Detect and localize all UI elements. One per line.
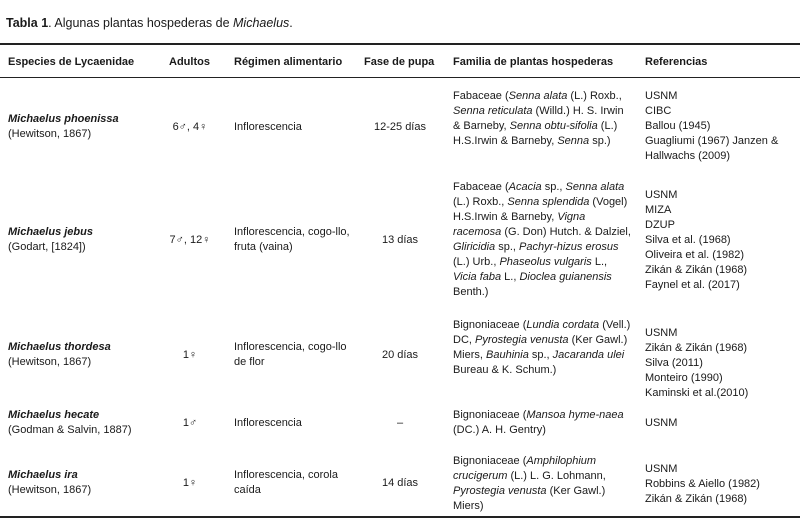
host-plants-cell [453,454,631,514]
reference-item: USNM [645,189,678,201]
header-pupa: Fase de pupa [364,56,435,68]
host-plants-cell [453,408,631,438]
species-name: Michaelus jebus [8,226,93,238]
species-author: (Hewitson, 1867) [8,128,92,140]
plant-text: (L.) Urb., [453,256,500,268]
species-author: (Godart, [1824]) [8,241,86,253]
plant-text: (Ker Gawl.) Miers) [453,485,606,512]
plant-text: Fabaceae ( [453,90,509,102]
plant-text: (L.) Roxb., [567,90,622,102]
plant-taxon: Gliricidia [453,241,496,253]
reference-item: Robbins & Aiello (1982) [645,478,760,490]
plant-text: L., [591,256,608,268]
header-host-family: Familia de plantas hospederas [453,56,614,68]
species-cell [8,225,158,255]
adults-cell: 6♂, 4♀ [172,121,208,133]
reference-item: Silva et al. (1968) [645,234,731,246]
plant-taxon: Senna alata [508,90,568,102]
pupa-cell: 13 días [381,234,419,246]
plant-text: (DC.) A. H. Gentry) [453,424,546,436]
adults-cell: 7♂, 12♀ [169,234,211,246]
pupa-cell: – [396,417,404,429]
plant-text: (L.) H.S.Irwin & Barneby, [453,120,618,147]
reference-item: USNM [645,417,678,429]
plant-taxon: Pyrostegia venusta [475,334,569,346]
adults-cell: 1♀ [182,477,198,489]
caption-end: . [289,16,293,30]
species-cell [8,112,158,142]
reference-item: Zikán & Zikán (1968) [645,264,748,276]
plant-text: L., [501,271,520,283]
plant-text: (G. Don) Hutch. & Dalziel, [501,226,631,238]
table-caption [6,16,293,30]
reference-item: Ballou (1945) [645,120,711,132]
plant-taxon: Senna alata [565,181,625,193]
reference-item: USNM [645,463,678,475]
plant-taxon: Senna obtu-sifolia [509,120,598,132]
reference-item: Guagliumi (1967) Janzen & Hallwachs (2009) [645,135,779,162]
plant-text: (Willd.) H. S. Irwin & Barneby, [453,105,624,132]
references-cell [645,462,795,507]
header-diet: Régimen alimentario [234,56,343,68]
host-plants-cell [453,89,631,149]
reference-item: Oliveira et al. (1982) [645,249,745,261]
plant-taxon: Acacia [508,181,542,193]
reference-item: Kaminski et al.(2010) [645,387,749,399]
plant-text: Bignoniaceae ( [453,319,527,331]
plant-taxon: Pachyr-hizus erosus [519,241,619,253]
plant-text: (Ker Gawl.) Miers, [453,334,628,361]
pupa-cell: 14 días [381,477,419,489]
plant-taxon: Vicia faba [453,271,502,283]
diet-cell: Inflorescencia, corola caída [234,469,338,496]
plant-text: Fabaceae ( [453,181,509,193]
plant-taxon: Senna [557,135,590,147]
plant-taxon: Phaseolus vulgaris [499,256,592,268]
caption-genus: Michaelus [233,16,290,30]
references-cell [645,188,795,293]
plant-taxon: Lundia cordata [526,319,600,331]
reference-item: Zikán & Zikán (1968) [645,342,748,354]
header-species: Especies de Lycaenidae [8,56,135,68]
species-cell [8,408,158,438]
reference-item: Monteiro (1990) [645,372,723,384]
diet-cell: Inflorescencia [234,121,302,133]
plant-text: (Vogel) H.S.Irwin & Barneby, [453,196,628,223]
species-name: Michaelus hecate [8,409,100,421]
plant-text: sp., [528,349,553,361]
pupa-cell: 20 días [381,349,419,361]
plant-text: Bureau & K. Schum.) [453,364,557,376]
pupa-cell: 12-25 días [374,121,426,133]
plant-text: (L.) L. G. Lohmann, [507,470,606,482]
plant-text: Benth.) [453,286,489,298]
diet-cell: Inflorescencia, cogo-llo de flor [234,341,347,368]
top-rule [0,43,800,45]
header-references: Referencias [645,56,708,68]
diet-cell: Inflorescencia, cogo-llo, fruta (vaina) [234,226,350,253]
header-adults: Adultos [169,56,210,68]
adults-cell: 1♀ [182,349,198,361]
reference-item: USNM [645,327,678,339]
plant-taxon: Vigna racemosa [453,211,586,238]
caption-label: Tabla 1 [6,16,49,30]
plant-text: sp., [495,241,520,253]
plant-taxon: Bauhinia [486,349,529,361]
plant-taxon: Jacaranda ulei [552,349,625,361]
plant-text: Bignoniaceae ( [453,455,527,467]
references-cell [645,416,795,431]
plant-taxon: Amphilophium crucigerum [453,455,597,482]
plant-taxon: Senna splendida [507,196,590,208]
species-name: Michaelus ira [8,469,78,481]
reference-item: USNM [645,90,678,102]
species-name: Michaelus phoenissa [8,113,119,125]
reference-item: MIZA [645,204,672,216]
bottom-rule [0,516,800,518]
species-author: (Hewitson, 1867) [8,484,92,496]
reference-item: Faynel et al. (2017) [645,279,740,291]
adults-cell: 1♂ [182,417,198,429]
plant-text: (L.) Roxb., [453,196,508,208]
plant-taxon: Mansoa hyme-naea [526,409,624,421]
reference-item: Silva (2011) [645,357,703,369]
species-author: (Godman & Salvin, 1887) [8,424,132,436]
host-plants-cell [453,318,631,378]
plant-text: sp.) [589,135,611,147]
plant-text: Bignoniaceae ( [453,409,527,421]
plant-taxon: Pyrostegia venusta [453,485,547,497]
references-cell [645,89,795,164]
species-cell [8,340,158,370]
caption-text: . Algunas plantas hospederas de [48,16,234,30]
reference-item: CIBC [645,105,672,117]
species-author: (Hewitson, 1867) [8,356,92,368]
species-cell [8,468,158,498]
plant-taxon: Dioclea guianensis [519,271,612,283]
reference-item: Zikán & Zikán (1968) [645,493,748,505]
references-cell [645,326,795,401]
reference-item: DZUP [645,219,675,231]
header-rule [0,77,800,78]
plant-text: (Vell.) DC, [453,319,631,346]
diet-cell: Inflorescencia [234,417,302,429]
plant-text: sp., [541,181,566,193]
species-name: Michaelus thordesa [8,341,111,353]
plant-taxon: Senna reticulata [453,105,533,117]
host-plants-cell [453,180,631,300]
